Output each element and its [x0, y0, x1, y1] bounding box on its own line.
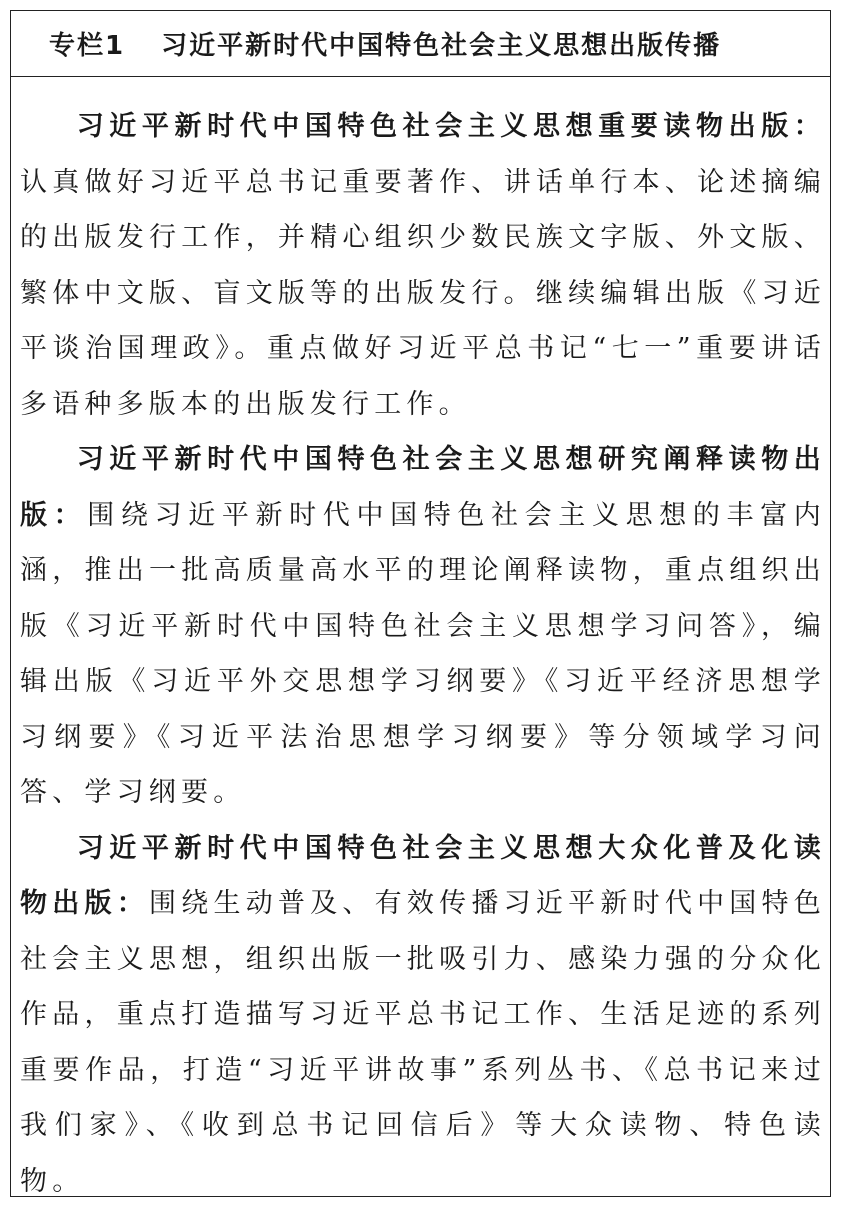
column-label: 专栏1 — [49, 31, 126, 61]
paragraph-body: 围绕习近平新时代中国特色社会主义思想的丰富内涵，推出一批高质量高水平的理论阐释读物，重点组织出版《习近平新时代中国特色社会主义思想学习问答》，编辑出版《习近平外交思想学习纲要》《习近平经济思想学习纲要》《习近平法治思想学习纲要》等分领域学习问答、学习纲要。 — [20, 499, 826, 808]
paragraph-research-readings — [20, 432, 826, 821]
paragraph-body: 认真做好习近平总书记重要著作、讲话单行本、论述摘编的出版发行工作，并精心组织少数民族文字版、外文版、繁体中文版、盲文版等的出版发行。继续编辑出版《习近平谈治国理政》。重点做好习近平总书记“七一”重要讲话多语种多版本的出版发行工作。 — [20, 166, 826, 420]
paragraph-lead: 习近平新时代中国特色社会主义思想重要读物出版： — [76, 111, 826, 142]
paragraph-lead: 习近平新时代中国特色社会主义思想研究阐释读物出版： — [20, 444, 826, 531]
column-title: 习近平新时代中国特色社会主义思想出版传播 — [161, 31, 722, 61]
column-header — [11, 11, 830, 77]
paragraph-body: 围绕生动普及、有效传播习近平新时代中国特色社会主义思想，组织出版一批吸引力、感染力强的分众化作品，重点打造描写习近平总书记工作、生活足迹的系列重要作品，打造“习近平讲故事”系列丛书、《总书记来过我们家》、《收到总书记回信后》等大众读物、特色读物。 — [20, 888, 826, 1197]
column-content — [11, 77, 830, 1209]
paragraph-lead: 习近平新时代中国特色社会主义思想大众化普及化读物出版： — [20, 832, 826, 919]
column-box — [10, 10, 831, 1197]
paragraph-important-readings — [20, 99, 826, 432]
paragraph-popular-readings — [20, 821, 826, 1210]
